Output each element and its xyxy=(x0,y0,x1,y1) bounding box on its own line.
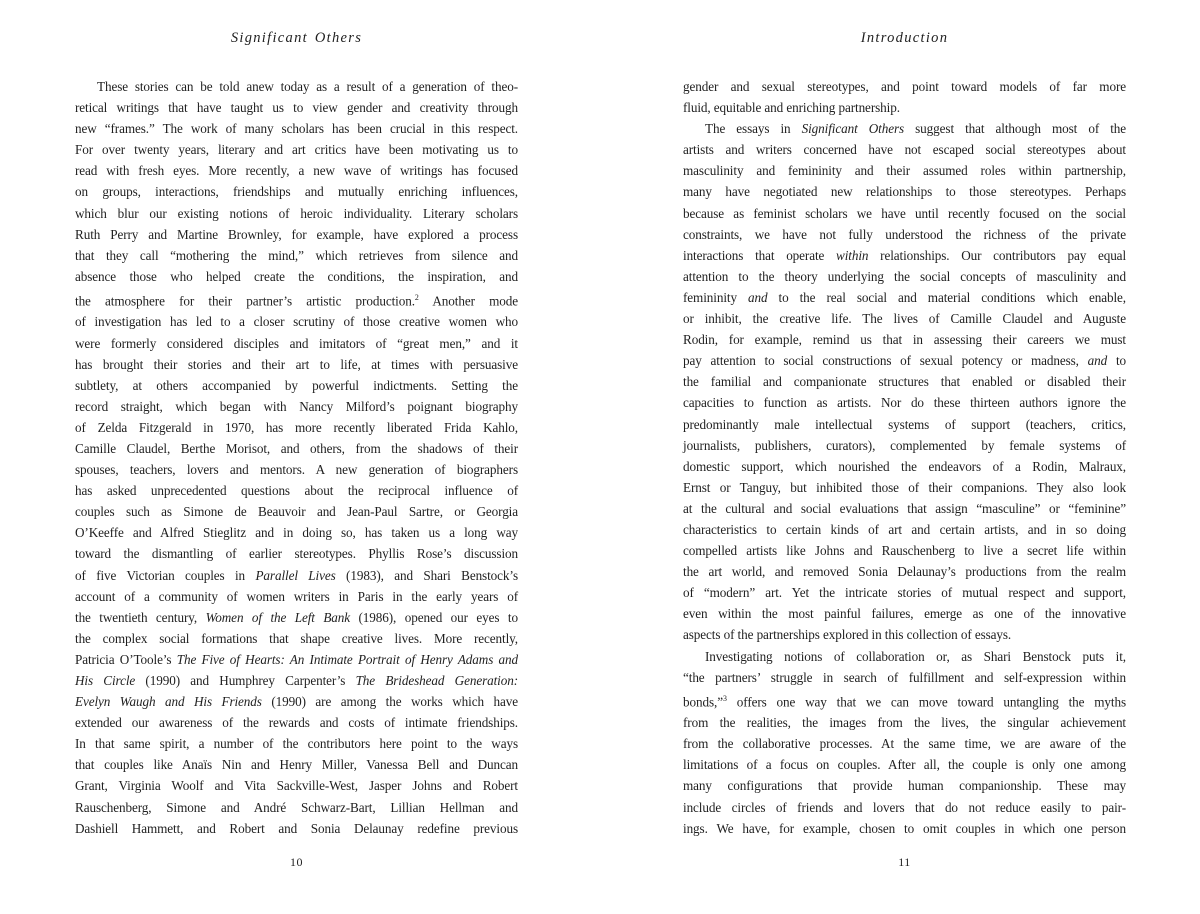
text-line: bonds,”$^3$ offers one way that we can move toward untangling the myths xyxy=(683,693,1126,710)
running-head-right: Introduction xyxy=(860,30,949,46)
text-line: which blur our existing notions of heroic individuality. Literary scholars xyxy=(75,205,518,221)
text-line: the art world, and removed Sonia Delaunay’s productions from the realm xyxy=(683,564,1126,580)
text-line: Rodin, for example, remind us that in assessing their careers we must xyxy=(683,332,1126,348)
text-line: absence those who helped create the conditions, the inspiration, and xyxy=(75,268,518,284)
text-line: limitations of a focus on couples. After all, the couple is only one among xyxy=(683,757,1126,773)
text-line: ings. We have, for example, chosen to omit couples in which one person xyxy=(683,820,1126,836)
text-line: Grant, Virginia Woolf and Vita Sackville-West, Jasper Johns and Robert xyxy=(75,778,518,794)
text-line: of Zelda Fitzgerald in 1970, has more recently liberated Frida Kahlo, xyxy=(75,419,518,435)
text-line: attention to the theory underlying the social concepts of masculinity and xyxy=(683,268,1126,284)
page-body-text xyxy=(75,76,518,839)
text-line: because as feminist scholars we have until recently focused on the social xyxy=(683,205,1126,221)
text-line: femininity and to the real social and material conditions which enable, xyxy=(683,289,1126,305)
text-line: Camille Claudel, Berthe Morisot, and others, from the shadows of their xyxy=(75,440,518,456)
text-line: from the realities, the images from the lives, the singular achievement xyxy=(683,715,1126,731)
text-line: of five Victorian couples in Parallel Lives (1983), and Shari Benstock’s xyxy=(75,567,518,583)
text-line: extended our awareness of the rewards and costs of intimate friendships. xyxy=(75,715,518,731)
text-line: Patricia O’Toole’s The Five of Hearts: An Intimate Portrait of Henry Adams and xyxy=(75,651,518,667)
page-body-text xyxy=(683,76,1126,839)
text-line: Dashiell Hammett, and Robert and Sonia Delaunay redefine previous xyxy=(75,820,518,836)
running-head-left: Significant Others xyxy=(230,30,363,46)
text-line: were formerly considered disciples and imitators of “great men,” and it xyxy=(75,335,518,351)
text-line: domestic support, which nourished the endeavors of a Rodin, Malraux, xyxy=(683,458,1126,474)
text-line: spouses, teachers, lovers and mentors. A new generation of biographers xyxy=(75,462,518,478)
page-number-left: 10 xyxy=(290,855,303,869)
text-line: journalists, publishers, curators), complemented by female systems of xyxy=(683,437,1126,453)
text-line: from the collaborative processes. At the same time, we are aware of the xyxy=(683,736,1126,752)
text-line: In that same spirit, a number of the contributors here point to the ways xyxy=(75,736,518,752)
text-line: of investigation has led to a closer scrutiny of those creative women who xyxy=(75,314,518,330)
text-line: retical writings that have taught us to view gender and creativity through xyxy=(75,100,518,116)
text-line: aspects of the partnerships explored in this collection of essays. xyxy=(683,627,1012,643)
text-line: the atmosphere for their partner’s artistic production.$^2$ Another mode xyxy=(75,292,518,309)
text-line: Evelyn Waugh and His Friends (1990) are among the works which have xyxy=(75,694,518,710)
text-line: record straight, which began with Nancy Milford’s poignant biography xyxy=(75,398,518,414)
text-line: characteristics to certain kinds of art and certain artists, and in so doing xyxy=(683,521,1126,537)
page-number-right: 11 xyxy=(898,855,911,869)
text-line: the complex social formations that shape creative lives. More recently, xyxy=(75,630,518,646)
text-line: masculinity and femininity and their assumed roles within partnership, xyxy=(683,163,1126,179)
text-line: interactions that operate within relationships. Our contributors pay equal xyxy=(683,247,1127,263)
text-line: subtlety, at others accompanied by powerful indictments. Setting the xyxy=(75,377,518,393)
text-line: O’Keeffe and Alfred Stieglitz and in doing so, has taken us a long way xyxy=(75,525,518,541)
text-line: capacities to function as artists. Nor do these thirteen authors ignore the xyxy=(683,395,1126,411)
text-line: the twentieth century, Women of the Left Bank (1986), opened our eyes to xyxy=(75,609,518,625)
text-line: many configurations that provide human companionship. These may xyxy=(683,778,1126,794)
text-line: These stories can be told anew today as a result of a generation of theo- xyxy=(97,79,518,94)
text-line: even within the most painful failures, emerge as one of the innovative xyxy=(683,606,1126,622)
text-line: pay attention to social constructions of sexual potency or madness, and to xyxy=(683,353,1126,369)
text-line: gender and sexual stereotypes, and point toward models of far more xyxy=(683,79,1126,94)
text-line: “the partners’ struggle in search of fulfillment and self-expression within xyxy=(683,669,1126,685)
text-line: that they call “mothering the mind,” which retrieves from silence and xyxy=(75,247,518,263)
text-line: of “modern” art. Yet the intricate stories of mutual respect and support, xyxy=(683,585,1126,601)
text-line: read with fresh eyes. More recently, a new wave of writings has focused xyxy=(75,163,518,179)
text-line: The essays in Significant Others suggest that although most of the xyxy=(705,121,1126,137)
text-line: new “frames.” The work of many scholars has been crucial in this respect. xyxy=(75,121,518,137)
text-line: or inhibit, the creative life. The lives of Camille Claudel and Auguste xyxy=(683,311,1126,327)
text-line: For over twenty years, literary and art critics have been motivating us to xyxy=(75,142,518,158)
book-page-left xyxy=(75,0,518,914)
text-line: artists and writers concerned have not escaped social stereotypes about xyxy=(683,142,1126,158)
text-line: compelled artists like Johns and Rauschenberg to live a secret life within xyxy=(683,543,1126,559)
text-line: His Circle (1990) and Humphrey Carpenter’s The Brideshead Generation: xyxy=(75,673,519,689)
text-line: Investigating notions of collaboration or, as Shari Benstock puts it, xyxy=(705,648,1126,664)
text-line: that couples like Anaïs Nin and Henry Miller, Vanessa Bell and Duncan xyxy=(75,757,518,773)
text-line: on groups, interactions, friendships and mutually enriching influences, xyxy=(75,184,518,200)
text-line: constraints, we have not fully understood the richness of the private xyxy=(683,226,1126,242)
text-line: couples such as Simone de Beauvoir and Jean-Paul Sartre, or Georgia xyxy=(75,504,518,520)
text-line: has asked unprecedented questions about the reciprocal influence of xyxy=(75,483,518,499)
text-line: has brought their stories and their art to life, at times with persuasive xyxy=(75,356,518,372)
book-page-right xyxy=(683,0,1126,914)
text-line: predominantly male intellectual systems of support (teachers, critics, xyxy=(683,416,1126,432)
text-line: fluid, equitable and enriching partnership. xyxy=(683,100,900,116)
text-line: at the cultural and social evaluations that assign “masculine” or “feminine” xyxy=(683,500,1126,516)
text-line: Rauschenberg, Simone and André Schwarz-Bart, Lillian Hellman and xyxy=(75,799,518,815)
text-line: many have negotiated new relationships to those stereotypes. Perhaps xyxy=(683,184,1126,200)
text-line: toward the dismantling of earlier stereotypes. Phyllis Rose’s discussion xyxy=(75,546,518,562)
text-line: include circles of friends and lovers that do not reduce easily to pair- xyxy=(683,799,1126,815)
text-line: the familial and companionate structures that enabled or disabled their xyxy=(683,374,1126,390)
text-line: account of a community of women writers in Paris in the early years of xyxy=(75,588,518,604)
text-line: Ruth Perry and Martine Brownley, for example, have explored a process xyxy=(75,226,518,242)
text-line: Ernst or Tanguy, but inhibited those of their companions. They also look xyxy=(683,479,1126,495)
